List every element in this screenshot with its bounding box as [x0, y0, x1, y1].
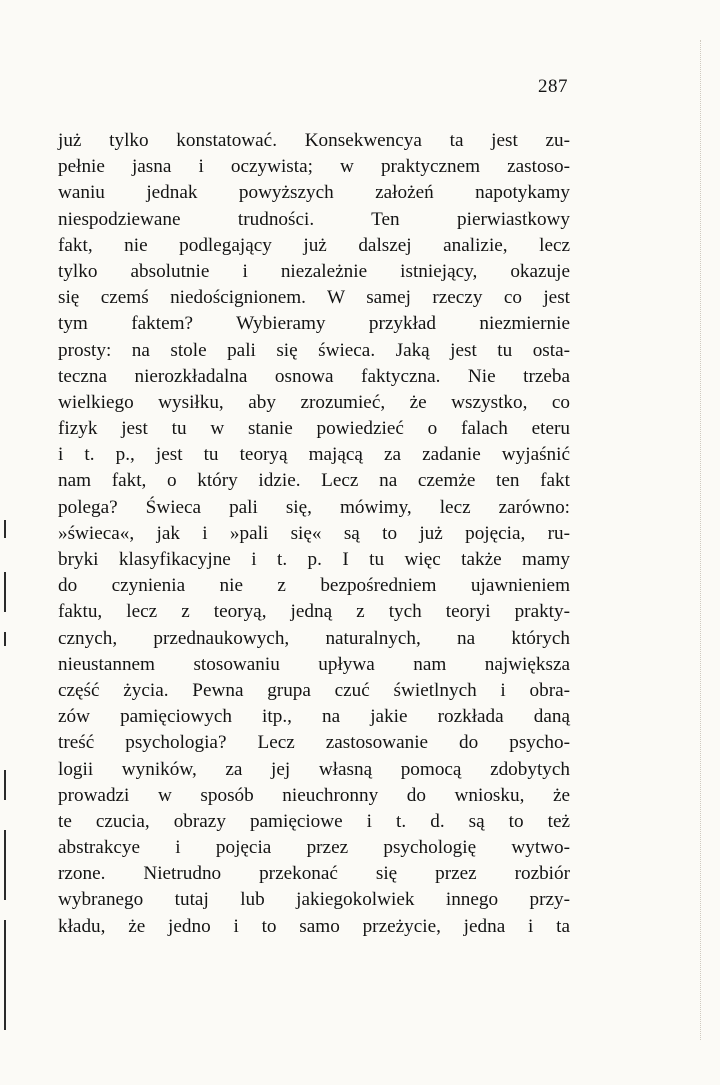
text-line: cznych, przednaukowych, naturalnych, na których [58, 627, 570, 649]
text-line: wielkiego wysiłku, aby zrozumieć, że wszystko, co [58, 391, 570, 413]
text-line: bryki klasyfikacyjne i t. p. I tu więc także mamy [58, 549, 570, 570]
text-line: waniu jednak powyższych założeń napotykamy [58, 182, 570, 204]
text-line: pełnie jasna i oczywista; w praktycznem zastoso- [58, 156, 570, 178]
text-line: fakt, nie podlegający już dalszej analizie, lecz [58, 234, 570, 256]
binding-edge-marks [4, 520, 7, 1040]
text-line: treść psychologia? Lecz zastosowanie do psycho- [58, 732, 570, 754]
text-line: wybranego tutaj lub jakiegokolwiek innego przy- [58, 889, 570, 911]
text-line: te czucia, obrazy pamięciowe i t. d. są to też [58, 810, 570, 832]
text-line: do czynienia nie z bezpośredniem ujawnieniem [58, 575, 570, 597]
text-line: logii wyników, za jej własną pomocą zdobytych [58, 758, 570, 780]
text-line: rzone. Nietrudno przekonać się przez rozbiór [58, 863, 570, 885]
text-line: niespodziewane trudności. Ten pierwiastkowy [58, 208, 570, 230]
text-line: kładu, że jedno i to samo przeżycie, jedna i ta [58, 915, 570, 937]
page-right-edge [700, 40, 703, 1040]
text-line: zów pamięciowych itp., na jakie rozkłada daną [58, 706, 570, 728]
text-line: nieustannem stosowaniu upływa nam największa [58, 653, 570, 675]
text-line: prowadzi w sposób nieuchronny do wniosku, że [58, 784, 570, 806]
text-line: polega? Świeca pali się, mówimy, lecz zarówno: [58, 496, 570, 518]
text-line: teczna nierozkładalna osnowa faktyczna. Nie trzeba [58, 365, 570, 387]
text-line: tym faktem? Wybieramy przykład niezmiernie [58, 313, 570, 335]
text-line: już tylko konstatować. Konsekwencya ta jest zu- [58, 130, 570, 151]
text-line: nam fakt, o który idzie. Lecz na czemże ten fakt [58, 470, 570, 492]
text-line: część życia. Pewna grupa czuć świetlnych i obra- [58, 679, 570, 701]
text-line: faktu, lecz z teoryą, jedną z tych teoryi prakty- [58, 601, 570, 623]
body-text [58, 128, 570, 940]
text-line: prosty: na stole pali się świeca. Jaką jest tu osta- [58, 339, 570, 361]
text-line: fizyk jest tu w stanie powiedzieć o falach eteru [58, 418, 570, 440]
text-line: »świeca«, jak i »pali się« są to już pojęcia, ru- [58, 522, 570, 544]
text-line: i t. p., jest tu teoryą mającą za zadanie wyjaśnić [58, 444, 570, 466]
text-line: tylko absolutnie i niezależnie istniejący, okazuje [58, 260, 570, 282]
text-line: się czemś niedoścignionem. W samej rzeczy co jest [58, 287, 570, 309]
page-number: 287 [538, 76, 568, 97]
text-line: abstrakcye i pojęcia przez psychologię wytwo- [58, 837, 570, 859]
